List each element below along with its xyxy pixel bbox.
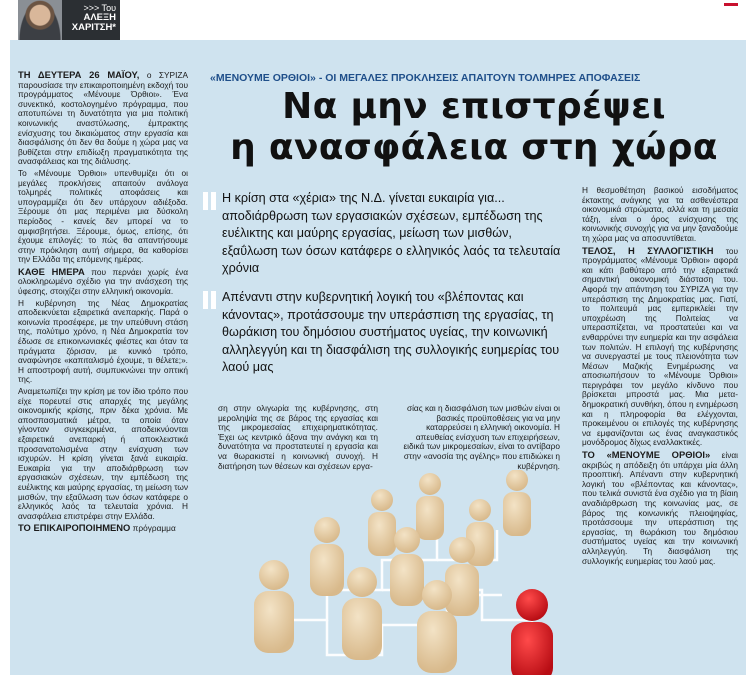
author-name-line1: ΑΛΕΞΗ [83,12,116,23]
lead-in: ΤΟ ΕΠΙΚΑΙΡΟΠΟΙΗΜΕΝΟ [18,522,131,534]
body-text: πρόγραμμα [132,523,176,534]
middle-column-2: σίας και η διασφάλιση των μισθών είναι οι βασικές προϋποθέσεις για να μην καταρρεύσει η ελληνική οικονομία. Η απευθείας ενίσχυση των επιχειρήσεων, ειδικά των μικρομεσαίων, είναι το αντίβαρο στην «ανοσία της αγέλης» που επιδιώκει η κυβέρνηση. [403,403,560,471]
paragraph: Το «Μένουμε Όρθιοι» υπενθυμίζει ότι οι μεγάλες προκλήσεις απαιτούν ανάλογα τολμηρές πολιτικές αποφάσεις και υπογραμμίζει ότι δεν υπάρχουν αδιέξοδα. Ξέρουμε ότι μας περιμένει μια δύσκολη περίοδος - κανείς δεν μπορεί να το αμφισβητήσει. Ξέρουμε, όμως, επίσης, ότι έχουμε επιλογές: το πώς θα απαντήσουμε στην πρόκληση αυτή σήμερα, θα καθορίσει την Ελλάδα της επόμενης ημέρας. [18,167,188,265]
paragraph [582,246,738,448]
headline-line1: Να μην επιστρέψει [282,86,666,127]
paragraph [18,70,188,167]
quote-mark-icon [203,291,217,309]
left-column [18,70,188,536]
figure-group [254,470,553,675]
corner-mark [724,0,738,6]
lead-in: ΤΟ «ΜΕΝΟΥΜΕ ΟΡΘΙΟΙ» [582,449,711,461]
pull-quote-2 [204,289,566,377]
lead-in: ΤΗ ΔΕΥΤΕΡΑ 26 ΜΑΪΟΥ, [18,69,140,80]
lead-in: ΤΕΛΟΣ, Η ΣΥΛΛΟΓΙΣΤΙΚΗ [582,244,714,256]
red-figure [511,589,553,675]
author-text [64,2,120,33]
middle-column-1: ση στην ολιγωρία της κυβέρνησης, στη μεροληψία της σε βάρος της εργασίας και της μικρομεσαίας επιχειρηματικότητας. Έχει ως κεντρικό άξονα την ανάγκη και τη δυνατότητα να προστατευτεί η εργασία και να θωρακιστεί η κοινωνική συνοχή. Η διατήρηση των θέσεων και σχέσεων εργα- [218,403,378,471]
pull-quote-text: Η κρίση στα «χέρια» της Ν.Δ. γίνεται ευκαιρία για... αποδιάρθρωση των εργασιακών σχέσεων, εμπέδωση της ευέλικτης και μαύρης εργασίας, μείωση των μισθών, εξαΰλωση των όσων κατάφερε ο ελληνικός λαός τα τελευταία χρόνια [222,191,561,276]
author-name-line2: ΧΑΡΙΤΣΗ* [71,22,116,33]
headline-line2: η ανασφάλεια στη χώρα [230,127,718,168]
paragraph: Η θεσμοθέτηση βασικού εισοδήματος έκτακτης ανάγκης για τα ασθενέστερα οικονομικά στρώματα, αλλά και τη μεσαία τάξη, είναι ο όρος ενίσχυσης της κοινωνικής συνοχής για να μην ξαναδούμε τη χώρα μας να αποσυντίθεται. [582,185,738,243]
paragraph [18,267,188,297]
pull-quote-1 [204,190,566,278]
article-headline [200,86,748,168]
body-text: του προγράμματος «Μένουμε Όρθιοι» αφορά και κάτι βαθύτερο από την εξαιρετικά σημαντική οικονομική διάσταση του. Αφορά την απάντηση του ΣΥΡΙΖΑ για την υπεράσπιση της Δημοκρατίας μας. Γιατί, το πολιτευμά μας εμπερικλείει την υποχρέωση της Πολιτείας να υπερασπίζεται, να προστατεύει και να ενθαρρύνει την ευημερία και την ασφάλεια των πολιτών. Η επιλογή της κυβέρνησης να συνεργαστεί με τους πλειονότητα των Μέσων Μαζικής Ενημέρωσης να αποσιωπήσουν το «Μένουμε Όρθιοι» περιγράφει τον μεγάλο κίνδυνο που βρίσκεται μπροστά μας. Μια μετα-δημοκρατική συνθήκη, όπου η ενημέρωση και η πληροφορία θα ελέγχονται, προκειμένου οι επιλογές της κυβέρνησης να εμφανίζονται ως ένας αναγκαστικός μονόδρομος δίχως εναλλακτικές. [582,245,738,448]
lead-in: ΚΑΘΕ ΗΜΕΡΑ [18,265,85,277]
author-photo [18,0,62,40]
quote-mark-icon [203,192,217,210]
people-network-illustration [232,470,572,675]
author-prefix: >>> Του [83,3,116,13]
paragraph: Αναμετωπίζει την κρίση με τον ίδιο τρόπο που είχε πορευτεί στις απαρχές της μεγάλης οικονομικής κρίσης, πριν δέκα χρόνια. Με αποσπασματικά μέτρα, τα οποία όταν γίνονταν συγκεκριμένα, αποδεικνύονται εξαιρετικά ανεπαρκή ή αποκλειστικά προσανατολισμένα στην ενίσχυση των ισχυρών. Η κρίση γίνεται ξανά ευκαιρία. Ευκαιρία για την αποδιάρθρωση των εργασιακών σχέσεων, την εμπέδωση της ευέλικτης και μαύρης εργασίας, τη μείωση των μισθών, την εξαΰλωση των όσων κατάφερε ο ελληνικός λαός τα τελευταία χρόνια. Η ανασφάλεια επιστρέφει στην Ελλάδα. [18,386,188,521]
body-text: που περνάει χωρίς ένα ολοκληρωμένο σχέδιο για την ανάσχεση της ύφεσης, στοιχίζει στην ελληνική οικονομία. [18,266,188,297]
paragraph: Η κυβέρνηση της Νέας Δημοκρατίας αποδεικνύεται εξαιρετικά ανεπαρκής. Παρά ο κοινωνία προσέφερε, με την υπεύθυνη στάση της, πολύτιμο χρόνο, η Νέα Δημοκρατία τον έδωσε σε επικοινωνιακές φιέστες και όταν τα πράγματα ζόρισαν, με κυνικό τρόπο, αναφώνησε «καπιταλισμό έχουμε, τι θέλετε;». Η αποστροφή αυτή, συμπυκνώνει την οπτική της. [18,297,188,385]
author-byline [18,0,120,40]
article-kicker: «ΜΕΝΟΥΜΕ ΟΡΘΙΟΙ» - ΟΙ ΜΕΓΑΛΕΣ ΠΡΟΚΛΗΣΕΙΣ ΑΠΑΙΤΟΥΝ ΤΟΛΜΗΡΕΣ ΑΠΟΦΑΣΕΙΣ [210,72,641,84]
body-text: είναι ακριβώς η απόδειξη ότι υπάρχει μία άλλη προοπτική. Απέναντι στην κυβερνητική λογική του «βλέποντας και κάνοντας», που τελικά συνιστά ένα σχέδιο για τη βίαιη αναδιάρθρωση της κοινωνίας μας, σε βάρος της κοινωνικής πλειοψηφίας, προτάσσουμε την υπεράσπιση της εργασίας, τη θωράκιση του δημόσιου συστήματος υγείας και την κοινωνική αλληλεγγύη. Τη διασφάλιση της συλλογικής ευημερίας του λαού μας. [582,450,738,566]
top-strip [0,0,756,40]
pull-quote-text: Απέναντι στην κυβερνητική λογική του «βλέποντας και κάνοντας», προτάσσουμε την υπεράσπιση της εργασίας, τη θωράκιση του δημόσιου συστήματος υγείας, την κοινωνική αλληλεγγύη και τη διασφάλιση της συλλογικής ευημερίας του λαού μας [222,290,560,375]
right-column [582,186,738,568]
body-text: ο ΣΥΡΙΖΑ παρουσίασε την επικαιροποιημένη εκδοχή του προγράμματος «Μένουμε Όρθιοι». Ένα συνεκτικό, κοστολογημένο πρόγραμμα, που αποτυπώνει τη δυνατότητα για μια πολιτική κοινωνικής αναστύλωσης, έμπρακτης ενίσχυσης του δικαιώματος στην εργασία και διασφάλισης ότι δεν θα δούμε η χώρα μας να βυθίζεται στην επιδίωξη πραγματικότητα της ανασφάλειας και της διάλυσης. [18,70,189,167]
paragraph [18,523,188,534]
paragraph [582,450,738,566]
